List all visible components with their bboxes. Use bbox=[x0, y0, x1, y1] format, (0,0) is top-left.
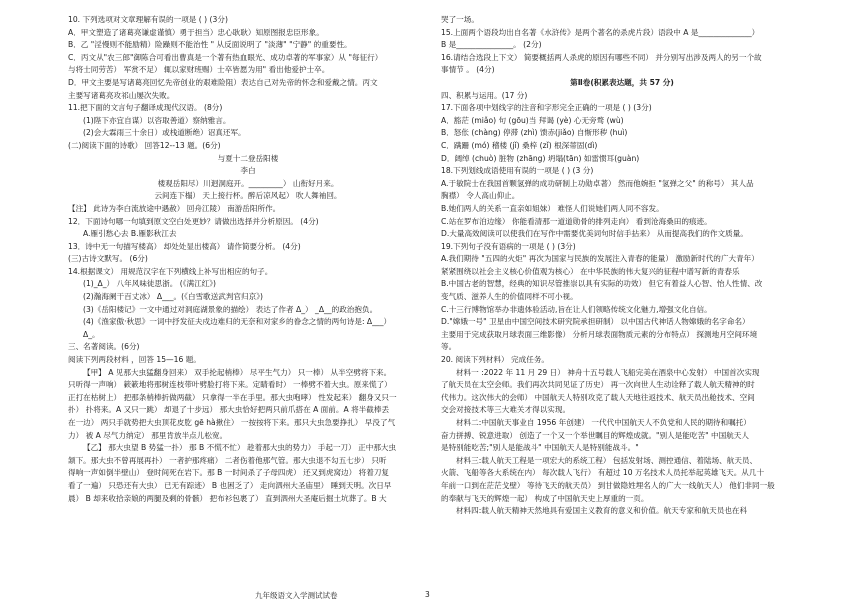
text-line: (3)《岳阳楼记》一文中通过对洞庭湖景象的描绘） 表达了作者 Δ_） _Δ__的政治抱负。 bbox=[83, 304, 378, 314]
text-line: 【乙】 那大虫望 B 势猛一扑） 那 B 不慌不忙） 趁着那大虫的势力） 手起一刀） 正中那大虫 bbox=[83, 443, 397, 453]
text-line: 的奉献与飞天的辉煌一起） 构成了中国航天史上厚重的一页。 bbox=[441, 493, 649, 503]
text-line: 得响一声如倒半壁山） 登时间死在岩下。那 B 一时间杀了子母四虎） 还又到虎窝边） 将着刀复 bbox=[68, 468, 390, 478]
page-number: 3 bbox=[425, 590, 430, 599]
text-line: 扑） 扑将来。A 又只一跳） 却退了十步远） 那大虫恰好把两只前爪搭在 A 面前。A 将半截棒丢 bbox=[68, 405, 390, 415]
text-line: B.中国古老的智慧，经典的知识尽管推崇以具有实际的功效） 但它有着益人心智、怡人性情、改 bbox=[441, 279, 763, 289]
text-line: 晨） B 却来收拾亲娘的两腿及剩的骨骸） 把布衫包裹了） 直到泗州大圣庵后掘土坑葬了。B 大 bbox=[68, 493, 387, 503]
text-line: 变气质、滋养人生的价值同样不可小视。 bbox=[441, 292, 578, 302]
text-line: D.大量高效阅读可以使我们在写作中需要优美词句时信手拈来） 从而提高我们的作文质量。 bbox=[441, 229, 748, 239]
left-column bbox=[68, 14, 428, 505]
text-line: A．豁茫 (miǎo) 句 (gōu)当 拜谒 (yè) 心无旁骛 (wù) bbox=[441, 115, 624, 125]
text-line: 三、名著阅读。(6分) bbox=[68, 342, 140, 352]
text-line: (1)_Δ_） 八年风味徒思浙。 (《满江红》) bbox=[83, 279, 217, 289]
text-line: B．怒伥 (chàng) 停滞 (zhì) 馈赤(jiǎo) 自惭形秽 (huì) bbox=[441, 128, 628, 138]
text-line: (2)会大霖雨三十余日）或栈道断绝）诏真还军。 bbox=[83, 128, 246, 138]
text-line: D．甲文主要是写诸葛亮回忆先帝创业的艰难险阻）表达自己对先帝的怀念和爱戴之情。丙文 bbox=[68, 77, 378, 87]
text-line: 材料四:载人航天精神天然地具有爱国主义教育的意义和价值。航天专家和航天员也在科 bbox=[456, 506, 748, 516]
text-line: 等。 bbox=[441, 342, 457, 352]
text-line: 了航天员在太空会师。我们再次共同见证了历史） 再一次向世人生动诠释了载人航天精神的时 bbox=[441, 380, 755, 390]
text-line: 火箭、飞船等各大系统在内） 每次载人飞行） 有超过 10 万名技术人员托举起英雄飞天。从几十 bbox=[441, 468, 765, 478]
text-line: 年前一口到在茫茫戈壁） 等待飞天的航天员） 到甘做隐姓埋名人的广大一线航天人） 他们非同一般 bbox=[441, 480, 775, 490]
text-line: 事情节 。 (4分) bbox=[441, 65, 495, 75]
text-line: 云间连下榻） 天上接行杯。醉后凉风起） 吹人舞袖回。 bbox=[154, 191, 342, 201]
text-line: 10. 下列选项对文章理解有误的一项是 ( ) (3分) bbox=[68, 15, 228, 24]
text-line: Δ_。 bbox=[83, 329, 100, 339]
text-line: (4)《渔家傲·秋思》一词中抒发征夫戍边难归的无奈和对家乡的眷念之情的两句诗是: Δ___） bbox=[83, 317, 392, 327]
text-line: D．阔绰 (chuò) 脏物 (zhāng) 坍塌(tān) 如雷惯耳(guàn) bbox=[441, 153, 640, 163]
text-line: 第Ⅱ卷(积累表达题，共 57 分) bbox=[570, 77, 674, 87]
text-line: 11.把下面的文言句子翻译成现代汉语。 (8分) bbox=[68, 103, 223, 113]
text-line: 主要用于完成获取月球表面三维影像） 分析月球表面物质元素的分布特点） 探测地月空间环境 bbox=[441, 329, 758, 339]
text-line: 代伟力。这次伟大的会师） 中国航天人特别攻克了载人天地往返技术、航天员出舱技术、空间 bbox=[441, 392, 755, 402]
text-line: 17.下面各项中划线字的注音和字形完全正确的一项是 ( ) (3分) bbox=[441, 103, 652, 113]
text-line: D."嫦娥一号" 卫星由中国空间技术研究院承担研制） 以中国古代神话人物嫦娥的名字命名） bbox=[441, 317, 750, 327]
text-line: 是特别能吃苦;"别人是能战斗" 中国航天人是特别能战斗。" bbox=[441, 443, 639, 453]
text-line: 18.下列划线成语使用有误的一项是 ( ) (3 分) bbox=[441, 166, 594, 176]
text-line: 19.下列句子没有语病的一项是 ( ) (3分) bbox=[441, 241, 576, 251]
text-line: B.她们两人的关系一直亲如姐妹） 难怪人们说她们两人同不容发。 bbox=[441, 203, 664, 213]
text-line: 13．诗中无一句描写楼高） 却处处显出楼高） 请作简要分析。 (4分) bbox=[68, 241, 301, 251]
text-line: 材料二:中国航天事业自 1956 年创建） 一代代中国航天人不负党和人民的期待和嘱托） bbox=[456, 418, 751, 427]
text-line: C.十三行博物馆举办非遗体验活动,旨在让人们领略传统文化魅力,增强文化自信。 bbox=[441, 304, 712, 314]
text-line: 李白 bbox=[240, 166, 256, 176]
text-line: 【甲】 A 见那大虫猛翻身回来） 双手抡起梢棒） 尽平生气力） 只一棒） 从半空劈将下来。 bbox=[83, 367, 392, 377]
text-line: 16.请结合选段上下文） 简要概括两人杀虎的原因有哪些不同） 并分别写出涉及两人的另一个故 bbox=[441, 52, 762, 62]
text-line: C.站在罗布泊边缘） 你能看清那一道道勋骨的排列走向） 看到沧海桑田的痕迹。 bbox=[441, 216, 712, 226]
text-line: A.我们期待 "五四的火炬" 再次为国家与民族的发展注入青春的能量） 激励新时代的广大青年） bbox=[441, 254, 759, 264]
text-line: 20. 阅读下列材料） 完成任务。 bbox=[441, 355, 550, 365]
text-line: 力） 被 A 尽气力纳定） 那里肯放半点儿松宽。 bbox=[68, 430, 228, 440]
text-line: 在一边） 两只手就势把大虫顶花皮肐 gē hà揪住） 一按按将下来。那只大虫急要挣扎） 早没了气 bbox=[68, 418, 396, 427]
text-line: 15.上面两个语段均出自名著《水浒传》是两个著名的杀虎片段）语段中 A 是______________） bbox=[441, 27, 760, 37]
text-line: 胸襟） 令人高山仰止。 bbox=[441, 191, 520, 201]
text-line: 材料一 :2022 年 11 月 29 日） 神舟十五号载人飞船完美在酒泉中心发射） 中国首次实现 bbox=[456, 367, 760, 377]
text-line: 交会对接技术等三大难关才得以实现。 bbox=[441, 405, 571, 415]
text-line: C．丙文从"农三郎"御陈合可看出曹真是一个著有热血眼光、成功卓著的军事家）从 "每征行） bbox=[68, 52, 383, 62]
text-line: 与夏十二登岳阳楼 bbox=[217, 153, 279, 163]
text-line: 正打在枯树上） 把那条梢棒折做两截） 只拿得一半在手里。那大虫咆哮） 性发起来） 翻身又只一 bbox=[68, 392, 397, 402]
text-line: 楼观岳阳尽）川迥洞庭开。_________） 山衔好月来。 bbox=[157, 178, 339, 188]
text-line: 哭了一场。 bbox=[441, 15, 479, 24]
text-line: 主要写诸葛亮攻祁山屡次失败。 bbox=[68, 90, 175, 100]
text-line: C．蹒跚 (mó) 稽楼 (jǐ) 桑梓 (zǐ) 根深蒂固(dì) bbox=[441, 140, 598, 150]
text-line: B．乙 "淫慢则不能励精）险躁则不能治性 " 从反面说明了 "淡薄" "宁静" 的重要性。 bbox=[68, 40, 352, 50]
footer-title: 九年级语文入学测试试卷 bbox=[255, 591, 338, 600]
text-line: 奋力拼搏、锐意进取） 创造了一个又一个举世瞩目的辉煌成就。"别人是能吃苦" 中国航天人 bbox=[441, 430, 749, 440]
text-line: B 是_______________。 (2分) bbox=[441, 40, 542, 50]
text-line: 【注】 此诗为李白流放途中遇赦） 回舟江陵） 南游岳阳所作。 bbox=[68, 203, 281, 213]
text-line: 14.根据课文） 用规范汉字在下列横线上补写出相应的句子。 bbox=[68, 266, 273, 276]
text-line: 12．下面诗句哪一句填到原文空白处更妙？请做出选择并分析原因。 (4分) bbox=[68, 216, 319, 226]
text-line: A.于敏院士在我国首颗氢弹的成功研制上功勋卓著） 然而他婉拒 "氢弹之父" 的称号） 其人品 bbox=[441, 178, 754, 188]
text-line: (1)陛下亦宜自谋）以咨取善道）察纳雅言。 bbox=[83, 115, 231, 125]
text-line: 看了一遍） 只恐还有大虫） 已无有踪迹） B 也困乏了） 走向泗州大圣庙里） 睡到天明。次日早 bbox=[68, 480, 392, 490]
text-line: 材料三:载人航天工程是一项宏大的系统工程） 包括发射场、测控通信、着陆场、航天员、 bbox=[456, 455, 758, 465]
text-line: (二)阅读下面的诗歌） 回答12--13 题。(6分) bbox=[68, 140, 221, 150]
text-line: 颔下。那大虫不曾再展再扑） 一者护那疼痛） 二者伤着他那气管。那大虫退不勾五七步） 只听 bbox=[68, 455, 387, 465]
text-line: (三)古诗文默写。 (6分) bbox=[68, 254, 148, 264]
text-line: 四、积累与运用。(17 分) bbox=[441, 90, 528, 100]
text-line: A．甲文塑造了诸葛亮谦虚谨慎）勇于担当）忠心耿耿）知原图报忠臣形象。 bbox=[68, 27, 324, 37]
text-line: A.雁引愁心去 B.雁影秋江去 bbox=[83, 229, 177, 239]
right-column bbox=[441, 14, 803, 518]
text-line: 只听得一声响） 簌簌地将那树连枝带叶劈脸打将下来。定睛看时） 一棒劈不着大虫。原来慌了） bbox=[68, 380, 392, 390]
text-line: 阅读下列两段材料 ，回答 15—16 题。 bbox=[68, 355, 201, 365]
text-line: (2)瀚海阑干百丈冰） Δ___。(《白雪歌送武判官归京》) bbox=[83, 292, 263, 302]
text-line: 与将士同劳苦） 军赏不足） 辄以家财班赐）士卒皆愿为用" 看出他爱护士卒。 bbox=[68, 65, 330, 75]
text-line: 紧紧围绕以社会主义核心价值观为核心） 在中华民族的伟大复兴的征程中谱写新的青春乐 bbox=[441, 266, 740, 276]
